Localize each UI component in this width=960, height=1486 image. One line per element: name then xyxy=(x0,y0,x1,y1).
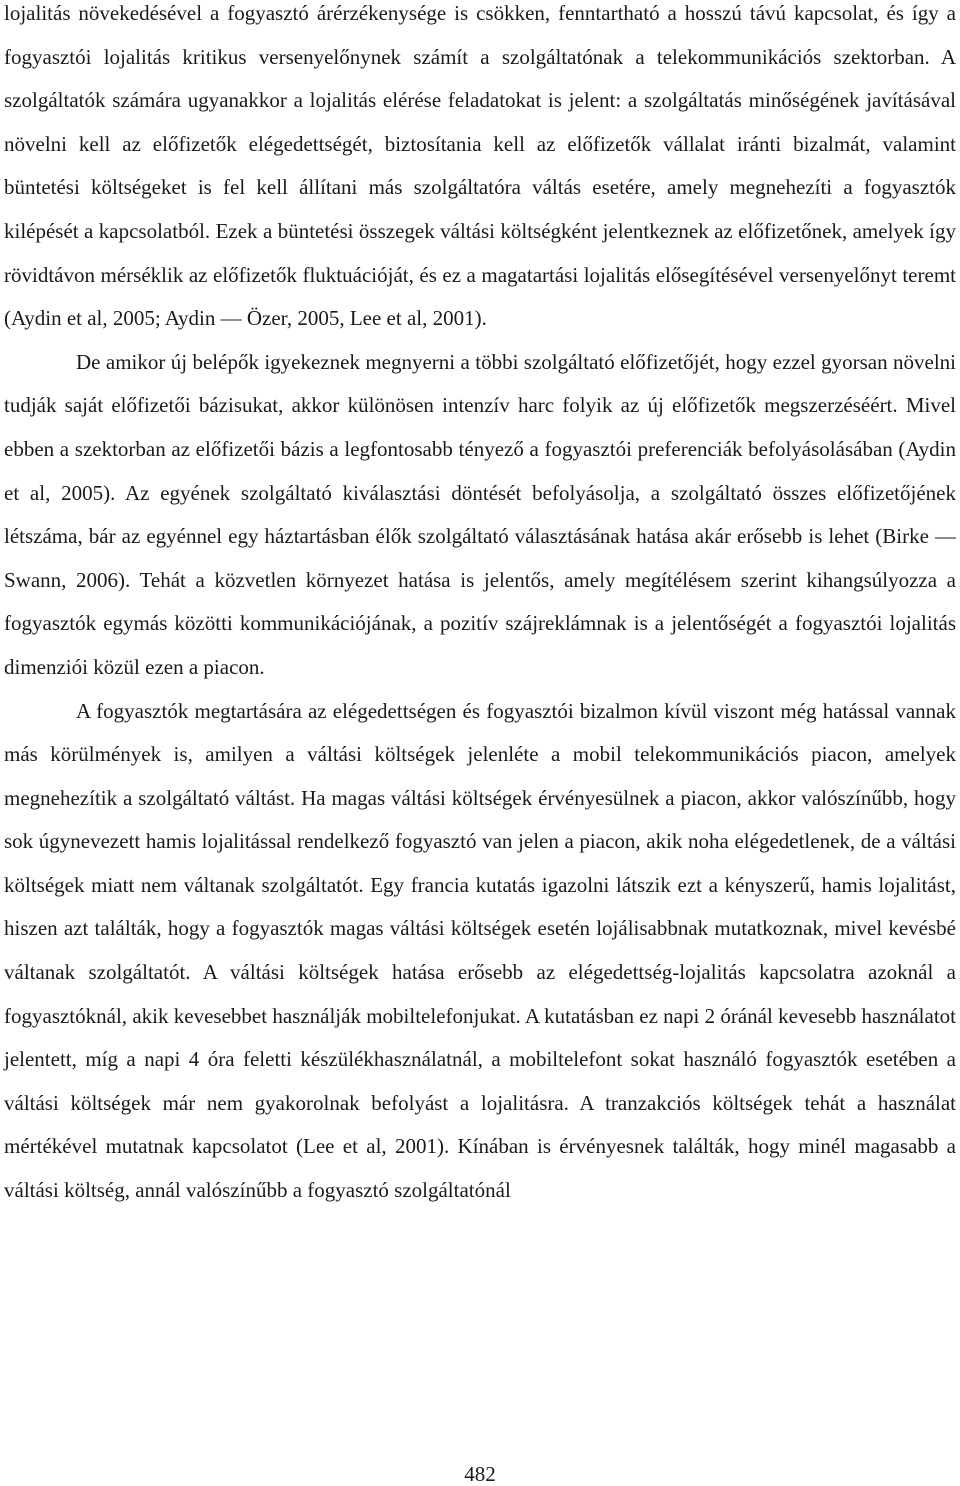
paragraph-1: lojalitás növekedésével a fogyasztó árérzékenysége is csökken, fenntartható a hosszú távú kapcsolat, és így a fogyasztói lojalitás kritikus versenyelőnynek számít a szolgáltatónak a telekommunikációs szektorban. A szolgáltatók számára ugyanakkor a lojalitás elérése feladatokat is jelent: a szolgáltatás minőségének javításával növelni kell az előfizetők elégedettségét, biztosítania kell az előfizetők vállalat iránti bizalmát, valamint büntetési költségeket is fel kell állítani más szolgáltatóra váltás esetére, amely megnehezíti a fogyasztók kilépését a kapcsolatból. Ezek a büntetési összegek váltási költségként jelentkeznek az előfizetőnek, amelyek így rövidtávon mérséklik az előfizetők fluktuációját, és ez a magatartási lojalitás elősegítésével versenyelőnyt teremt (Aydin et al, 2005; Aydin — Özer, 2005, Lee et al, 2001). xyxy=(4,1,956,331)
paragraph-2: De amikor új belépők igyekeznek megnyerni a többi szolgáltató előfizetőjét, hogy ezzel gyorsan növelni tudják saját előfizetői bázisukat, akkor különösen intenzív harc folyik az új előfizetők megszerzéséért. Mivel ebben a szektorban az előfizetői bázis a legfontosabb tényező a fogyasztói preferenciák befolyásolásában (Aydin et al, 2005). Az egyének szolgáltató kiválasztási döntését befolyásolja, a szolgáltató összes előfizetőjének létszáma, bár az egyénnel egy háztartásban élők szolgáltató választásának hatása akár erősebb is lehet (Birke — Swann, 2006). Tehát a közvetlen környezet hatása is jelentős, amely megítélésem szerint kihangsúlyozza a fogyasztók egymás közötti kommunikációjának, a pozitív szájreklámnak is a jelentőségét a fogyasztói lojalitás dimenziói közül ezen a piacon. xyxy=(4,349,956,679)
paragraph-3: A fogyasztók megtartására az elégedettségen és fogyasztói bizalmon kívül viszont még hatással vannak más körülmények is, amilyen a váltási költségek jelenléte a mobil telekommunikációs piacon, amelyek megnehezítik a szolgáltató váltást. Ha magas váltási költségek érvényesülnek a piacon, akkor valószínűbb, hogy sok úgynevezett hamis lojalitással rendelkező fogyasztó van jelen a piacon, akik noha elégedetlenek, de a váltási költségek miatt nem váltanak szolgáltatót. Egy francia kutatás igazolni látszik ezt a kényszerű, hamis lojalitást, hiszen azt találták, hogy a fogyasztók magas váltási költségek esetén lojálisabbnak mutatkoznak, mivel kevésbé váltanak szolgáltatót. A váltási költségek hatása erősebb az elégedettség-lojalitás kapcsolatra azoknál a fogyasztóknál, akik kevesebbet használják mobiltelefonjukat. A kutatásban ez napi 2 óránál kevesebb használatot jelentett, míg a napi 4 óra feletti készülékhasználatnál, a mobiltelefont sokat használó fogyasztók esetében a váltási költségek már nem gyakorolnak befolyást a lojalitásra. A tranzakciós költségek tehát a használat mértékével mutatnak kapcsolatot (Lee et al, 2001). Kínában is érvényesnek találták, hogy minél magasabb a váltási költség, annál valószínűbb a fogyasztó szolgáltatónál xyxy=(4,698,956,1203)
body-text xyxy=(4,0,956,1213)
page-number: 482 xyxy=(464,1462,496,1486)
